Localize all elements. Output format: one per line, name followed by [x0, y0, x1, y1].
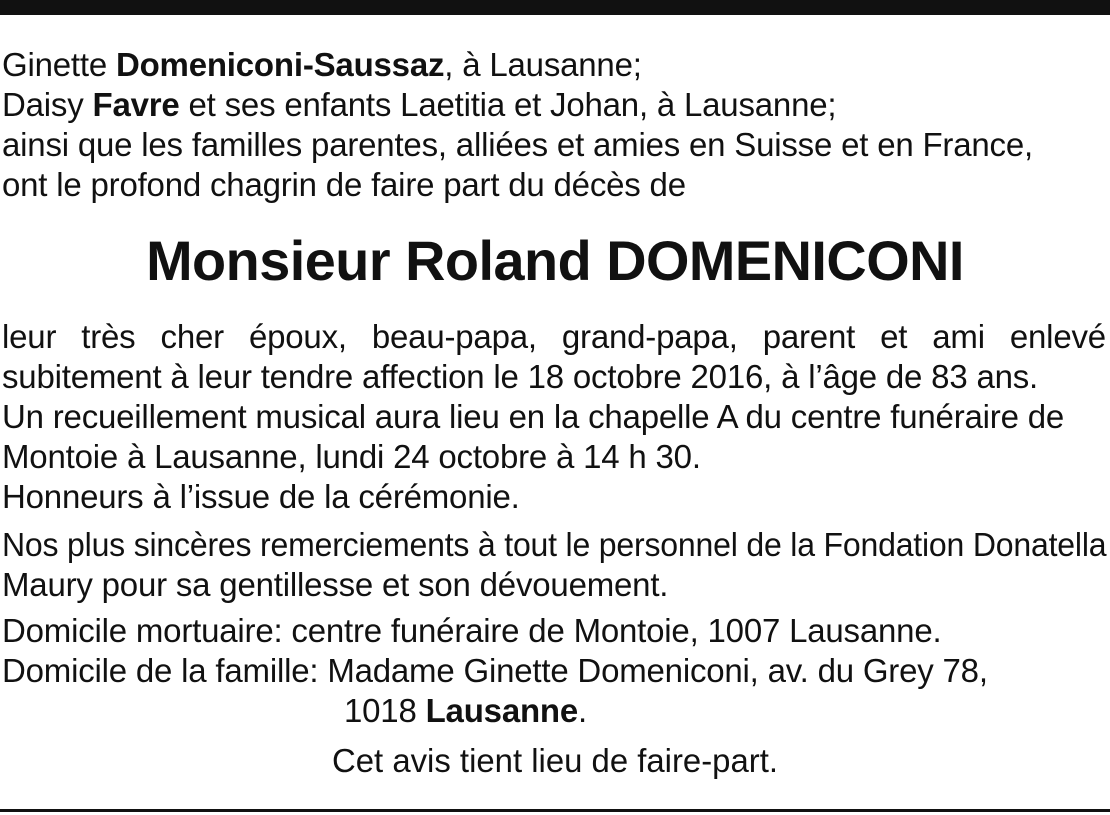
intro-line-2 [2, 86, 836, 124]
intro-1-post: , à Lausanne; [444, 46, 642, 83]
address-postcode: 1018 [344, 692, 426, 729]
body-line-1-word: beau-papa, [371, 318, 537, 355]
intro-2-bold: Favre [92, 86, 180, 123]
intro-1-pre: Ginette [2, 46, 116, 83]
intro-2-post: et ses enfants Laetitia et Johan, à Lausanne; [179, 86, 837, 123]
deceased-name: Monsieur Roland DOMENICONI [146, 229, 964, 292]
closing-line: Cet avis tient lieu de faire-part. [332, 742, 778, 779]
body-line-6: Nos plus sincères remerciements à tout le personnel de la Fondation Donatella [2, 526, 1107, 563]
intro-line-1 [2, 46, 642, 84]
body-line-3: Un recueillement musical aura lieu en la chapelle A du centre funéraire de [2, 398, 1065, 435]
body-line-1-word: parent [762, 318, 856, 355]
intro-line-4: ont le profond chagrin de faire part du décès de [2, 166, 686, 203]
body-line-1-word: leur [2, 318, 57, 355]
body-line-1-word: grand-papa, [561, 318, 738, 355]
address-city: Lausanne [425, 692, 579, 729]
body-line-1 [2, 318, 1106, 356]
body-line-1-word: enlevé [1009, 318, 1106, 355]
address-period: . [578, 692, 588, 729]
family-address-line [344, 692, 587, 730]
body-line-7: Maury pour sa gentillesse et son dévouement. [2, 566, 669, 603]
body-line-4: Montoie à Lausanne, lundi 24 octobre à 14 h 30. [2, 438, 701, 475]
body-line-1-word: ami [932, 318, 985, 355]
bottom-rule [0, 809, 1110, 812]
body-line-1-word: très [81, 318, 136, 355]
body-line-1-word: cher [160, 318, 224, 355]
body-line-2: subitement à leur tendre affection le 18 octobre 2016, à l’âge de 83 ans. [2, 358, 1039, 395]
intro-1-bold: Domeniconi-Saussaz [115, 46, 445, 83]
intro-line-3: ainsi que les familles parentes, alliées et amies en Suisse et en France, [2, 126, 1033, 163]
body-line-8: Domicile mortuaire: centre funéraire de Montoie, 1007 Lausanne. [2, 612, 942, 649]
intro-2-pre: Daisy [2, 86, 93, 123]
top-rule [0, 0, 1110, 15]
body-line-1-word: époux, [248, 318, 347, 355]
body-line-9: Domicile de la famille: Madame Ginette Domeniconi, av. du Grey 78, [2, 652, 988, 689]
body-line-1-word: et [880, 318, 908, 355]
body-line-5: Honneurs à l’issue de la cérémonie. [2, 478, 520, 515]
